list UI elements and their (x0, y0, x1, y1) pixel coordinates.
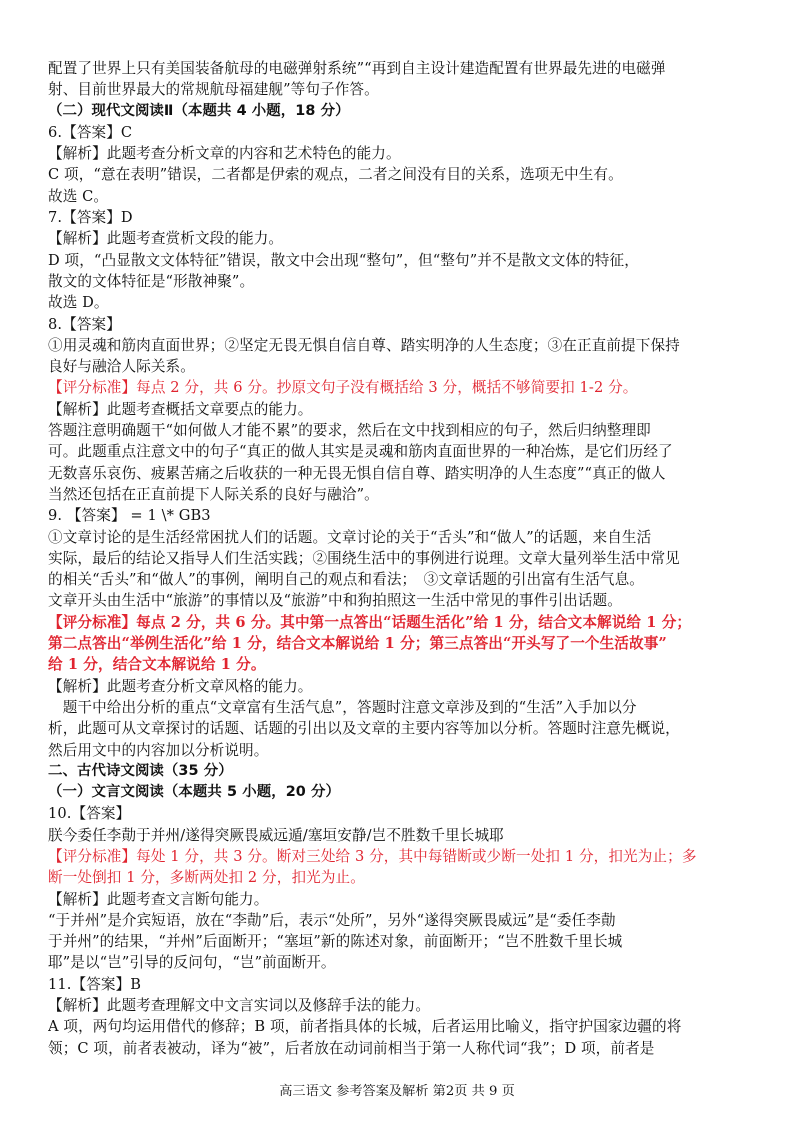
text-line: 析，此题可从文章探讨的话题、话题的引出以及文章的主要内容等加以分析。答题时注意先概说， (48, 720, 680, 738)
scoring-criteria-line: 第二点答出“举例生活化”给 1 分，结合文本解说给 1 分；第三点答出“开头写了一个生活故事” (48, 635, 667, 653)
text-line: 【解析】此题考查理解文中文言实词以及修辞手法的能力。 (48, 997, 431, 1015)
text-line: 配置了世界上只有美国装备航母的电磁弹射系统”“再到自主设计建造配置有世界最先进的电磁弹 (48, 60, 666, 77)
scoring-criteria-line: 【评分标准】每处 1 分，共 3 分。断对三处给 3 分，其中每错断或少断一处扣 1 分，扣光为止；多 (48, 847, 697, 865)
text-line: 【解析】此题考查分析文章的内容和艺术特色的能力。 (48, 145, 401, 163)
scoring-criteria-line: 【评分标准】每点 2 分，共 6 分。其中第一点答出“话题生活化”给 1 分，结合文本解说给 1 分； (48, 613, 692, 631)
page-footer: 高三语文 参考答案及解析 第2页 共 9 页 (279, 1084, 515, 1099)
text-line: 实际，最后的结论又指导人们生活实践；②围绕生活中的事例进行说理。文章大量列举生活中常见 (48, 549, 680, 567)
text-line: “于并州”是介宾短语，放在“李勣”后，表示“处所”，另外“遂得突厥畏威远”是“委任李勣 (48, 911, 616, 929)
text-line: 7.【答案】D (48, 209, 133, 227)
text-line: 于并州”的结果，“并州”后面断开；“塞垣”新的陈述对象，前面断开；“岂不胜数千里长城 (48, 933, 623, 951)
scoring-criteria-line: 【评分标准】每点 2 分，共 6 分。抄原文句子没有概括给 3 分，概括不够简要扣 1-2 分。 (48, 379, 638, 397)
text-line: 朕今委任李勣于并州/遂得突厥畏威远遁/塞垣安静/岂不胜数千里长城耶 (48, 826, 504, 844)
text-line: 【解析】此题考查赏析文段的能力。 (48, 230, 284, 248)
text-line: 然后用文中的内容加以分析说明。 (48, 741, 269, 759)
text-line: 射、目前世界最大的常规航母福建舰”等句子作答。 (48, 81, 379, 99)
text-line: 题干中给出分析的重点“文章富有生活气息”，答题时注意文章涉及到的“生活”入手加以分 (48, 698, 637, 716)
text-line: 的相关“舌头”和“做人”的事例，阐明自己的观点和看法； ③文章话题的引出富有生活气息。 (48, 571, 645, 589)
section-heading: （一）文言文阅读（本题共 5 小题，20 分） (48, 784, 341, 801)
text-line: 【解析】此题考查分析文章风格的能力。 (48, 677, 313, 695)
text-line: C 项，“意在表明”错误，二者都是伊索的观点，二者之间没有目的关系，选项无中生有。 (48, 166, 623, 184)
text-line: A 项，两句均运用借代的修辞；B 项，前者指具体的长城，后者运用比喻义，指守护国家边疆的将 (48, 1018, 682, 1036)
text-line: 散文的文体特征是“形散神聚”。 (48, 272, 255, 290)
text-line: 10.【答案】 (48, 805, 131, 823)
text-line: 8.【答案】 (48, 315, 121, 333)
text-line: ①文章讨论的是生活经常困扰人们的话题。文章讨论的关于“舌头”和“做人”的话题，来自生活 (48, 528, 652, 546)
text-line: ①用灵魂和筋肉直面世界；②坚定无畏无惧自信自尊、踏实明净的人生态度；③在正直前提下保持 (48, 336, 680, 354)
text-line: 故选 C。 (48, 187, 109, 205)
section-heading: 二、古代诗文阅读（35 分） (48, 762, 233, 779)
text-line: 可。此题重点注意文中的句子“真正的做人其实是灵魂和筋肉直面世界的一种冶炼，是它们历经了 (48, 443, 673, 461)
document-body (48, 58, 744, 1059)
scoring-criteria-line: 给 1 分，结合文本解说给 1 分。 (48, 656, 266, 674)
text-line: 良好与融洽人际关系。 (48, 358, 195, 376)
text-line: 9. 【答案】 = 1 \* GB3 (48, 507, 211, 525)
scoring-criteria-line: 断一处倒扣 1 分，多断两处扣 2 分，扣光为止。 (48, 869, 365, 887)
text-line: 11.【答案】B (48, 975, 142, 993)
text-line: 【解析】此题考查文言断句能力。 (48, 890, 269, 908)
text-line: D 项，“凸显散文文体特征”错误，散文中会出现“整句”，但“整句”并不是散文文体的特征， (48, 251, 639, 269)
text-line: 耶”是以“岂”引导的反问句，“岂”前面断开。 (48, 954, 336, 972)
text-line: 文章开头由生活中“旅游”的事情以及“旅游”中和狗拍照这一生活中常见的事件引出话题。 (48, 592, 622, 610)
text-line: 领；C 项，前者表被动，译为“被”，后者放在动词前相当于第一人称代词“我”；D 项，前者是 (48, 1039, 655, 1057)
text-line: 当然还包括在正直前提下人际关系的良好与融洽”。 (48, 485, 379, 503)
section-heading: （二）现代文阅读Ⅱ（本题共 4 小题，18 分） (48, 102, 350, 119)
text-line: 故选 D。 (48, 294, 109, 312)
text-line: 【解析】此题考查概括文章要点的能力。 (48, 400, 313, 418)
text-line: 无数喜乐哀伤、疲累苦痛之后收获的一种无畏无惧自信自尊、踏实明净的人生态度”“真正的做人 (48, 464, 666, 482)
text-line: 6.【答案】C (48, 123, 133, 141)
text-line: 答题注意明确题干“如何做人才能不累”的要求，然后在文中找到相应的句子，然后归纳整理即 (48, 422, 651, 440)
